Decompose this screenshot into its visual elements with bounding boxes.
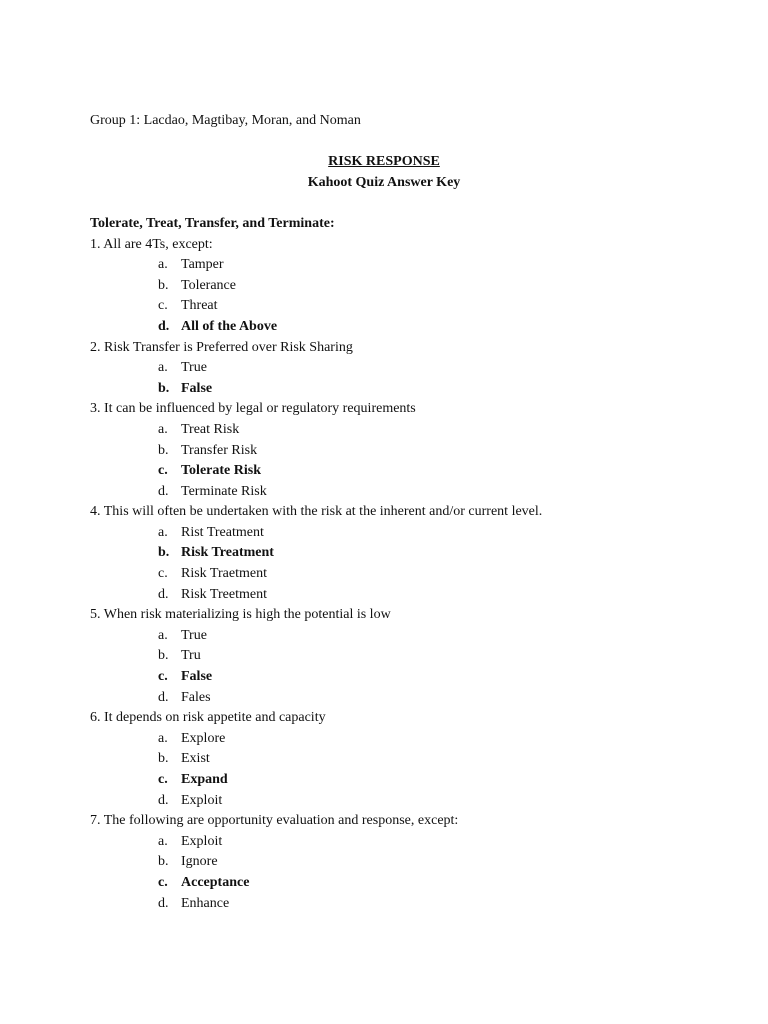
option-text: Tolerate Risk [181, 463, 261, 479]
option-letter: c. [158, 298, 168, 314]
option-letter: d. [158, 318, 170, 334]
option-text: Tamper [181, 257, 224, 273]
option-letter: a. [158, 833, 168, 849]
option-letter: b. [158, 545, 170, 561]
option-text: Exploit [181, 833, 223, 849]
option-text: Enhance [181, 895, 230, 911]
document-title [90, 152, 678, 173]
answer-option-correct [90, 461, 690, 482]
answer-option [90, 852, 690, 873]
option-letter: b. [158, 648, 169, 664]
answer-option [90, 832, 690, 853]
answer-option [90, 296, 690, 317]
answer-option [90, 688, 690, 709]
answer-option [90, 358, 690, 379]
option-letter: d. [158, 895, 169, 911]
option-text: Ignore [181, 854, 218, 870]
answer-option-correct [90, 667, 690, 688]
option-text: Explore [181, 730, 226, 746]
answer-option-correct [90, 543, 690, 564]
option-text: Fales [181, 689, 211, 705]
answer-option [90, 585, 690, 606]
option-text: Acceptance [181, 874, 250, 890]
answer-option [90, 626, 690, 647]
option-text: False [181, 380, 213, 396]
option-text: Threat [181, 298, 218, 314]
option-letter: d. [158, 792, 169, 808]
option-letter: a. [158, 360, 168, 376]
option-letter: a. [158, 421, 168, 437]
answer-option [90, 894, 690, 915]
option-text: True [181, 360, 207, 376]
option-text: All of the Above [181, 318, 278, 334]
answer-option [90, 420, 690, 441]
option-letter: a. [158, 524, 168, 540]
option-letter: c. [158, 874, 168, 890]
answer-option [90, 646, 690, 667]
answer-option-correct [90, 317, 690, 338]
answer-option [90, 564, 690, 585]
document-page [90, 111, 690, 914]
question-2: 2. Risk Transfer is Preferred over Risk Sharing [90, 339, 353, 355]
question-list [90, 235, 690, 915]
answer-option [90, 749, 690, 770]
document-title-text: RISK RESPONSE [328, 154, 440, 170]
answer-option-correct [90, 770, 690, 791]
answer-option [90, 255, 690, 276]
answer-option-correct [90, 873, 690, 894]
answer-option-correct [90, 379, 690, 400]
option-text: Exist [181, 751, 210, 767]
option-letter: b. [158, 751, 169, 767]
option-letter: d. [158, 483, 169, 499]
blank-line [90, 193, 690, 214]
document-subtitle: Kahoot Quiz Answer Key [307, 174, 461, 190]
option-text: Tolerance [181, 277, 236, 293]
answer-option [90, 276, 690, 297]
option-text: Risk Treatment [181, 545, 274, 561]
option-text: Risk Treetment [181, 586, 267, 602]
question-5: 5. When risk materializing is high the potential is low [90, 607, 391, 623]
question-3: 3. It can be influenced by legal or regulatory requirements [90, 401, 416, 417]
question-4: 4. This will often be undertaken with the risk at the inherent and/or current level. [90, 504, 543, 520]
option-text: Treat Risk [181, 421, 240, 437]
answer-option [90, 441, 690, 462]
option-letter: a. [158, 257, 168, 273]
option-letter: d. [158, 586, 169, 602]
option-text: True [181, 627, 207, 643]
option-letter: b. [158, 380, 170, 396]
section-heading: Tolerate, Treat, Transfer, and Terminate: [90, 215, 335, 231]
answer-option [90, 482, 690, 503]
option-letter: d. [158, 689, 169, 705]
option-letter: c. [158, 566, 168, 582]
answer-option [90, 729, 690, 750]
option-letter: c. [158, 772, 168, 787]
question-1: 1. All are 4Ts, except: [90, 236, 213, 252]
question-7: 7. The following are opportunity evaluation and response, except: [90, 813, 459, 829]
option-text: Tru [181, 648, 201, 664]
option-text: Transfer Risk [181, 442, 258, 458]
group-members-line: Group 1: Lacdao, Magtibay, Moran, and Noman [90, 113, 361, 128]
answer-option [90, 523, 690, 544]
answer-option [90, 791, 690, 812]
option-letter: a. [158, 730, 168, 746]
option-text: Expand [181, 772, 228, 787]
option-letter: b. [158, 277, 169, 293]
option-text: Exploit [181, 792, 223, 808]
option-text: False [181, 669, 213, 685]
option-letter: a. [158, 627, 168, 643]
option-text: Rist Treatment [181, 524, 264, 540]
option-text: Terminate Risk [181, 483, 267, 499]
option-text: Risk Traetment [181, 566, 267, 582]
option-letter: b. [158, 442, 169, 458]
option-letter: c. [158, 669, 168, 685]
option-letter: b. [158, 854, 169, 870]
option-letter: c. [158, 463, 168, 479]
question-6: 6. It depends on risk appetite and capacity [90, 710, 326, 726]
